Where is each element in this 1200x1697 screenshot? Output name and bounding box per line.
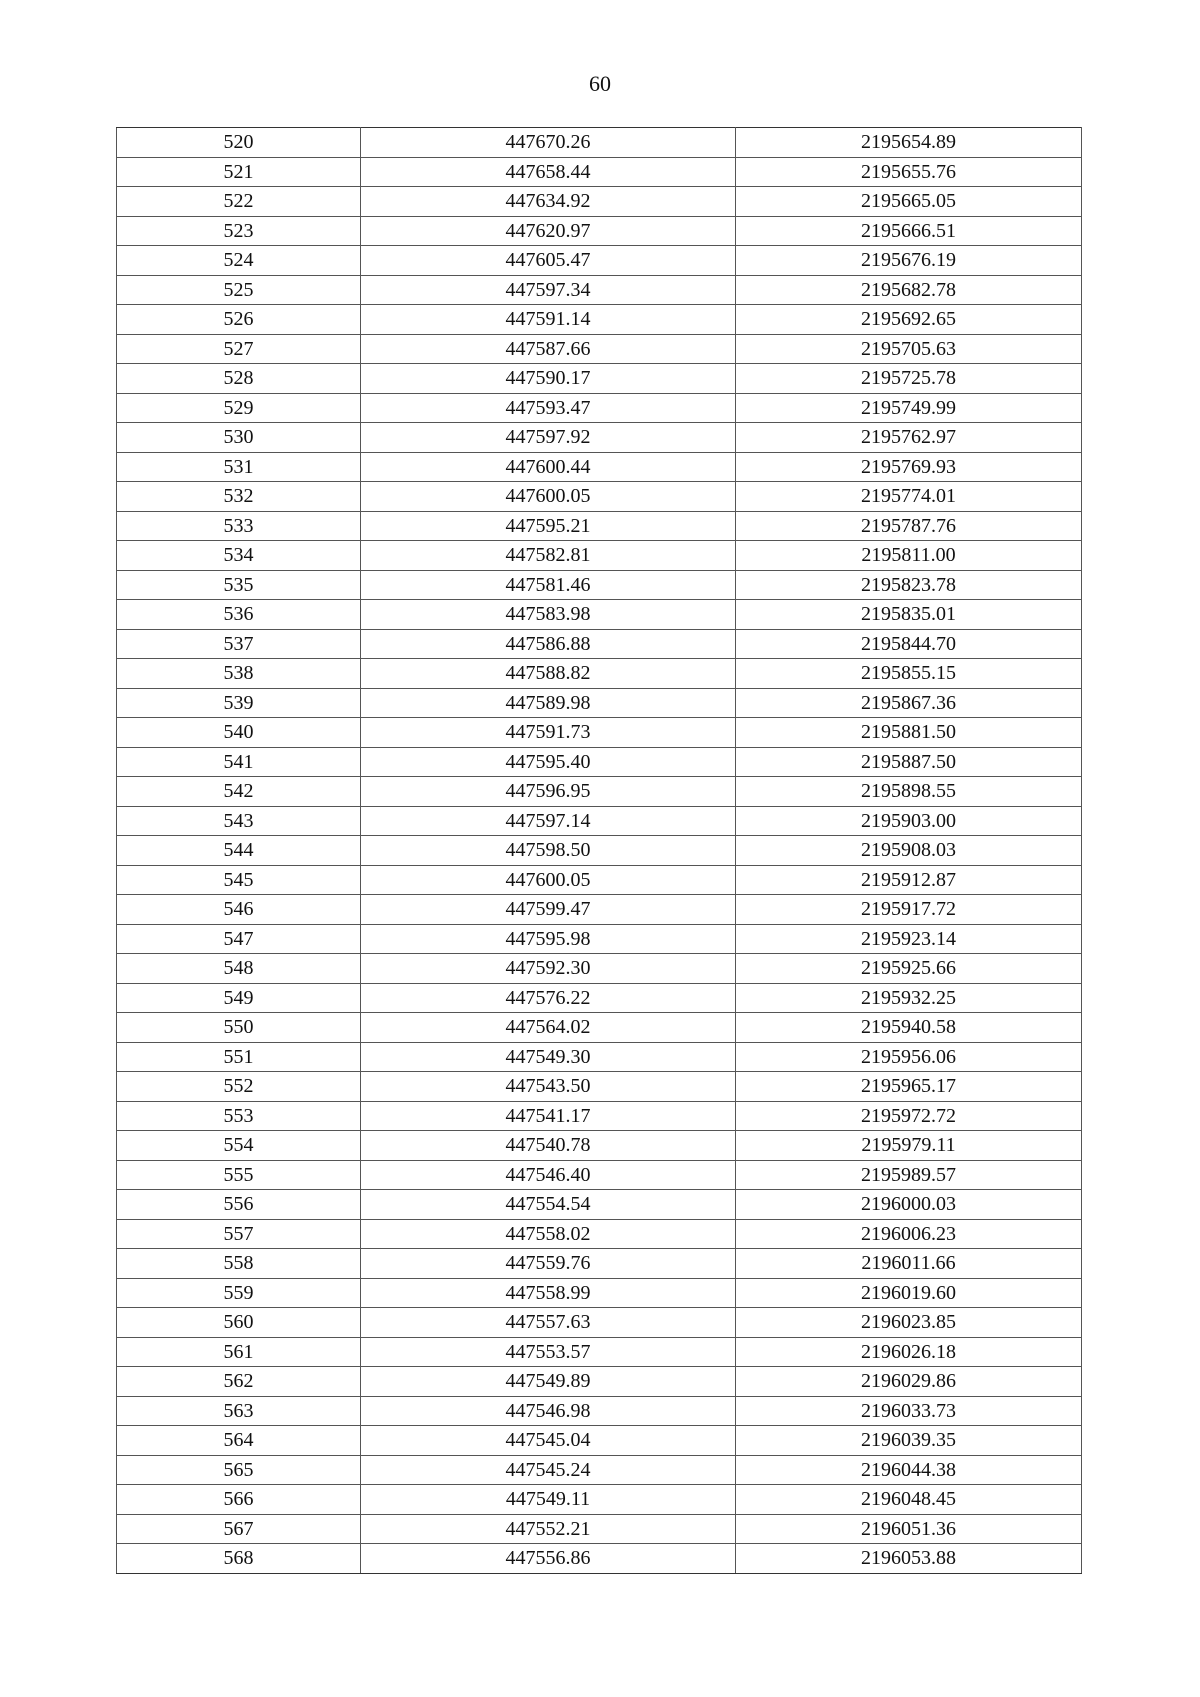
y-coordinate-cell: 2196023.85 <box>736 1308 1082 1338</box>
x-coordinate-cell: 447554.54 <box>361 1190 736 1220</box>
y-coordinate-cell: 2195692.65 <box>736 305 1082 335</box>
y-coordinate-cell: 2195774.01 <box>736 482 1082 512</box>
point-number-cell: 522 <box>117 187 361 217</box>
point-number-cell: 536 <box>117 600 361 630</box>
table-row <box>117 1396 1082 1426</box>
x-coordinate-cell: 447634.92 <box>361 187 736 217</box>
point-number-cell: 529 <box>117 393 361 423</box>
table-row <box>117 865 1082 895</box>
x-coordinate-cell: 447592.30 <box>361 954 736 984</box>
point-number-cell: 550 <box>117 1013 361 1043</box>
y-coordinate-cell: 2196048.45 <box>736 1485 1082 1515</box>
y-coordinate-cell: 2195835.01 <box>736 600 1082 630</box>
x-coordinate-cell: 447588.82 <box>361 659 736 689</box>
table-row <box>117 275 1082 305</box>
x-coordinate-cell: 447558.99 <box>361 1278 736 1308</box>
point-number-cell: 557 <box>117 1219 361 1249</box>
table-row <box>117 1013 1082 1043</box>
table-row <box>117 1514 1082 1544</box>
point-number-cell: 533 <box>117 511 361 541</box>
table-row <box>117 806 1082 836</box>
y-coordinate-cell: 2196051.36 <box>736 1514 1082 1544</box>
table-row <box>117 836 1082 866</box>
y-coordinate-cell: 2195762.97 <box>736 423 1082 453</box>
table-row <box>117 393 1082 423</box>
coordinates-table <box>116 127 1082 1574</box>
x-coordinate-cell: 447545.24 <box>361 1455 736 1485</box>
x-coordinate-cell: 447552.21 <box>361 1514 736 1544</box>
table-row <box>117 1426 1082 1456</box>
y-coordinate-cell: 2195749.99 <box>736 393 1082 423</box>
table-row <box>117 1072 1082 1102</box>
y-coordinate-cell: 2195676.19 <box>736 246 1082 276</box>
table-row <box>117 1455 1082 1485</box>
table-row <box>117 1485 1082 1515</box>
x-coordinate-cell: 447564.02 <box>361 1013 736 1043</box>
x-coordinate-cell: 447600.05 <box>361 482 736 512</box>
y-coordinate-cell: 2195705.63 <box>736 334 1082 364</box>
point-number-cell: 554 <box>117 1131 361 1161</box>
table-row <box>117 924 1082 954</box>
y-coordinate-cell: 2195823.78 <box>736 570 1082 600</box>
y-coordinate-cell: 2196019.60 <box>736 1278 1082 1308</box>
x-coordinate-cell: 447546.98 <box>361 1396 736 1426</box>
point-number-cell: 521 <box>117 157 361 187</box>
y-coordinate-cell: 2195965.17 <box>736 1072 1082 1102</box>
y-coordinate-cell: 2195654.89 <box>736 128 1082 158</box>
table-row <box>117 1544 1082 1574</box>
x-coordinate-cell: 447545.04 <box>361 1426 736 1456</box>
y-coordinate-cell: 2195887.50 <box>736 747 1082 777</box>
y-coordinate-cell: 2196033.73 <box>736 1396 1082 1426</box>
point-number-cell: 523 <box>117 216 361 246</box>
x-coordinate-cell: 447596.95 <box>361 777 736 807</box>
point-number-cell: 528 <box>117 364 361 394</box>
x-coordinate-cell: 447658.44 <box>361 157 736 187</box>
point-number-cell: 549 <box>117 983 361 1013</box>
point-number-cell: 560 <box>117 1308 361 1338</box>
x-coordinate-cell: 447549.89 <box>361 1367 736 1397</box>
point-number-cell: 555 <box>117 1160 361 1190</box>
x-coordinate-cell: 447582.81 <box>361 541 736 571</box>
table-row <box>117 1160 1082 1190</box>
y-coordinate-cell: 2195881.50 <box>736 718 1082 748</box>
y-coordinate-cell: 2196039.35 <box>736 1426 1082 1456</box>
table-row <box>117 1219 1082 1249</box>
table-row <box>117 187 1082 217</box>
table-row <box>117 1308 1082 1338</box>
table-row <box>117 334 1082 364</box>
x-coordinate-cell: 447591.14 <box>361 305 736 335</box>
y-coordinate-cell: 2195972.72 <box>736 1101 1082 1131</box>
y-coordinate-cell: 2195665.05 <box>736 187 1082 217</box>
table-row <box>117 747 1082 777</box>
table-row <box>117 1042 1082 1072</box>
point-number-cell: 530 <box>117 423 361 453</box>
point-number-cell: 534 <box>117 541 361 571</box>
y-coordinate-cell: 2196029.86 <box>736 1367 1082 1397</box>
page-number: 60 <box>589 71 611 96</box>
x-coordinate-cell: 447600.05 <box>361 865 736 895</box>
y-coordinate-cell: 2195932.25 <box>736 983 1082 1013</box>
table-row <box>117 1190 1082 1220</box>
table-row <box>117 1278 1082 1308</box>
point-number-cell: 548 <box>117 954 361 984</box>
table-row <box>117 305 1082 335</box>
y-coordinate-cell: 2195769.93 <box>736 452 1082 482</box>
y-coordinate-cell: 2195923.14 <box>736 924 1082 954</box>
point-number-cell: 520 <box>117 128 361 158</box>
point-number-cell: 567 <box>117 1514 361 1544</box>
table-row <box>117 216 1082 246</box>
x-coordinate-cell: 447593.47 <box>361 393 736 423</box>
x-coordinate-cell: 447597.34 <box>361 275 736 305</box>
point-number-cell: 543 <box>117 806 361 836</box>
table-row <box>117 157 1082 187</box>
point-number-cell: 558 <box>117 1249 361 1279</box>
table-row <box>117 688 1082 718</box>
y-coordinate-cell: 2195655.76 <box>736 157 1082 187</box>
table-row <box>117 1367 1082 1397</box>
table-row <box>117 983 1082 1013</box>
y-coordinate-cell: 2195989.57 <box>736 1160 1082 1190</box>
y-coordinate-cell: 2195787.76 <box>736 511 1082 541</box>
y-coordinate-cell: 2196044.38 <box>736 1455 1082 1485</box>
table-row <box>117 954 1082 984</box>
x-coordinate-cell: 447581.46 <box>361 570 736 600</box>
y-coordinate-cell: 2196026.18 <box>736 1337 1082 1367</box>
x-coordinate-cell: 447549.30 <box>361 1042 736 1072</box>
y-coordinate-cell: 2195855.15 <box>736 659 1082 689</box>
point-number-cell: 565 <box>117 1455 361 1485</box>
table-row <box>117 452 1082 482</box>
x-coordinate-cell: 447559.76 <box>361 1249 736 1279</box>
point-number-cell: 527 <box>117 334 361 364</box>
table-row <box>117 1337 1082 1367</box>
y-coordinate-cell: 2195908.03 <box>736 836 1082 866</box>
table-row <box>117 246 1082 276</box>
x-coordinate-cell: 447576.22 <box>361 983 736 1013</box>
x-coordinate-cell: 447595.98 <box>361 924 736 954</box>
x-coordinate-cell: 447595.21 <box>361 511 736 541</box>
x-coordinate-cell: 447549.11 <box>361 1485 736 1515</box>
point-number-cell: 539 <box>117 688 361 718</box>
x-coordinate-cell: 447595.40 <box>361 747 736 777</box>
point-number-cell: 546 <box>117 895 361 925</box>
x-coordinate-cell: 447583.98 <box>361 600 736 630</box>
table-row <box>117 895 1082 925</box>
table-row <box>117 629 1082 659</box>
table-row <box>117 482 1082 512</box>
table-row <box>117 600 1082 630</box>
point-number-cell: 537 <box>117 629 361 659</box>
y-coordinate-cell: 2195956.06 <box>736 1042 1082 1072</box>
x-coordinate-cell: 447589.98 <box>361 688 736 718</box>
y-coordinate-cell: 2195725.78 <box>736 364 1082 394</box>
x-coordinate-cell: 447590.17 <box>361 364 736 394</box>
point-number-cell: 538 <box>117 659 361 689</box>
x-coordinate-cell: 447556.86 <box>361 1544 736 1574</box>
x-coordinate-cell: 447598.50 <box>361 836 736 866</box>
table-row <box>117 541 1082 571</box>
y-coordinate-cell: 2196053.88 <box>736 1544 1082 1574</box>
x-coordinate-cell: 447620.97 <box>361 216 736 246</box>
point-number-cell: 547 <box>117 924 361 954</box>
table-row <box>117 659 1082 689</box>
y-coordinate-cell: 2196011.66 <box>736 1249 1082 1279</box>
point-number-cell: 562 <box>117 1367 361 1397</box>
point-number-cell: 544 <box>117 836 361 866</box>
x-coordinate-cell: 447599.47 <box>361 895 736 925</box>
y-coordinate-cell: 2195903.00 <box>736 806 1082 836</box>
table-row <box>117 1249 1082 1279</box>
point-number-cell: 556 <box>117 1190 361 1220</box>
table-row <box>117 1101 1082 1131</box>
x-coordinate-cell: 447558.02 <box>361 1219 736 1249</box>
x-coordinate-cell: 447540.78 <box>361 1131 736 1161</box>
point-number-cell: 531 <box>117 452 361 482</box>
table-row <box>117 777 1082 807</box>
point-number-cell: 564 <box>117 1426 361 1456</box>
point-number-cell: 563 <box>117 1396 361 1426</box>
y-coordinate-cell: 2195925.66 <box>736 954 1082 984</box>
table-row <box>117 364 1082 394</box>
table-body <box>117 128 1082 1574</box>
point-number-cell: 540 <box>117 718 361 748</box>
point-number-cell: 559 <box>117 1278 361 1308</box>
x-coordinate-cell: 447543.50 <box>361 1072 736 1102</box>
y-coordinate-cell: 2195898.55 <box>736 777 1082 807</box>
point-number-cell: 535 <box>117 570 361 600</box>
point-number-cell: 552 <box>117 1072 361 1102</box>
point-number-cell: 551 <box>117 1042 361 1072</box>
y-coordinate-cell: 2195940.58 <box>736 1013 1082 1043</box>
y-coordinate-cell: 2195666.51 <box>736 216 1082 246</box>
x-coordinate-cell: 447587.66 <box>361 334 736 364</box>
point-number-cell: 561 <box>117 1337 361 1367</box>
x-coordinate-cell: 447541.17 <box>361 1101 736 1131</box>
y-coordinate-cell: 2196006.23 <box>736 1219 1082 1249</box>
x-coordinate-cell: 447670.26 <box>361 128 736 158</box>
point-number-cell: 566 <box>117 1485 361 1515</box>
x-coordinate-cell: 447597.92 <box>361 423 736 453</box>
point-number-cell: 532 <box>117 482 361 512</box>
y-coordinate-cell: 2195844.70 <box>736 629 1082 659</box>
point-number-cell: 568 <box>117 1544 361 1574</box>
table-row <box>117 718 1082 748</box>
x-coordinate-cell: 447591.73 <box>361 718 736 748</box>
x-coordinate-cell: 447605.47 <box>361 246 736 276</box>
point-number-cell: 524 <box>117 246 361 276</box>
table-row <box>117 1131 1082 1161</box>
point-number-cell: 542 <box>117 777 361 807</box>
y-coordinate-cell: 2195917.72 <box>736 895 1082 925</box>
table-row <box>117 570 1082 600</box>
table-row <box>117 423 1082 453</box>
table-row <box>117 511 1082 541</box>
x-coordinate-cell: 447546.40 <box>361 1160 736 1190</box>
x-coordinate-cell: 447557.63 <box>361 1308 736 1338</box>
point-number-cell: 541 <box>117 747 361 777</box>
y-coordinate-cell: 2196000.03 <box>736 1190 1082 1220</box>
y-coordinate-cell: 2195979.11 <box>736 1131 1082 1161</box>
point-number-cell: 553 <box>117 1101 361 1131</box>
y-coordinate-cell: 2195682.78 <box>736 275 1082 305</box>
point-number-cell: 526 <box>117 305 361 335</box>
y-coordinate-cell: 2195811.00 <box>736 541 1082 571</box>
y-coordinate-cell: 2195912.87 <box>736 865 1082 895</box>
x-coordinate-cell: 447600.44 <box>361 452 736 482</box>
x-coordinate-cell: 447553.57 <box>361 1337 736 1367</box>
point-number-cell: 545 <box>117 865 361 895</box>
y-coordinate-cell: 2195867.36 <box>736 688 1082 718</box>
table-row <box>117 128 1082 158</box>
x-coordinate-cell: 447586.88 <box>361 629 736 659</box>
point-number-cell: 525 <box>117 275 361 305</box>
x-coordinate-cell: 447597.14 <box>361 806 736 836</box>
